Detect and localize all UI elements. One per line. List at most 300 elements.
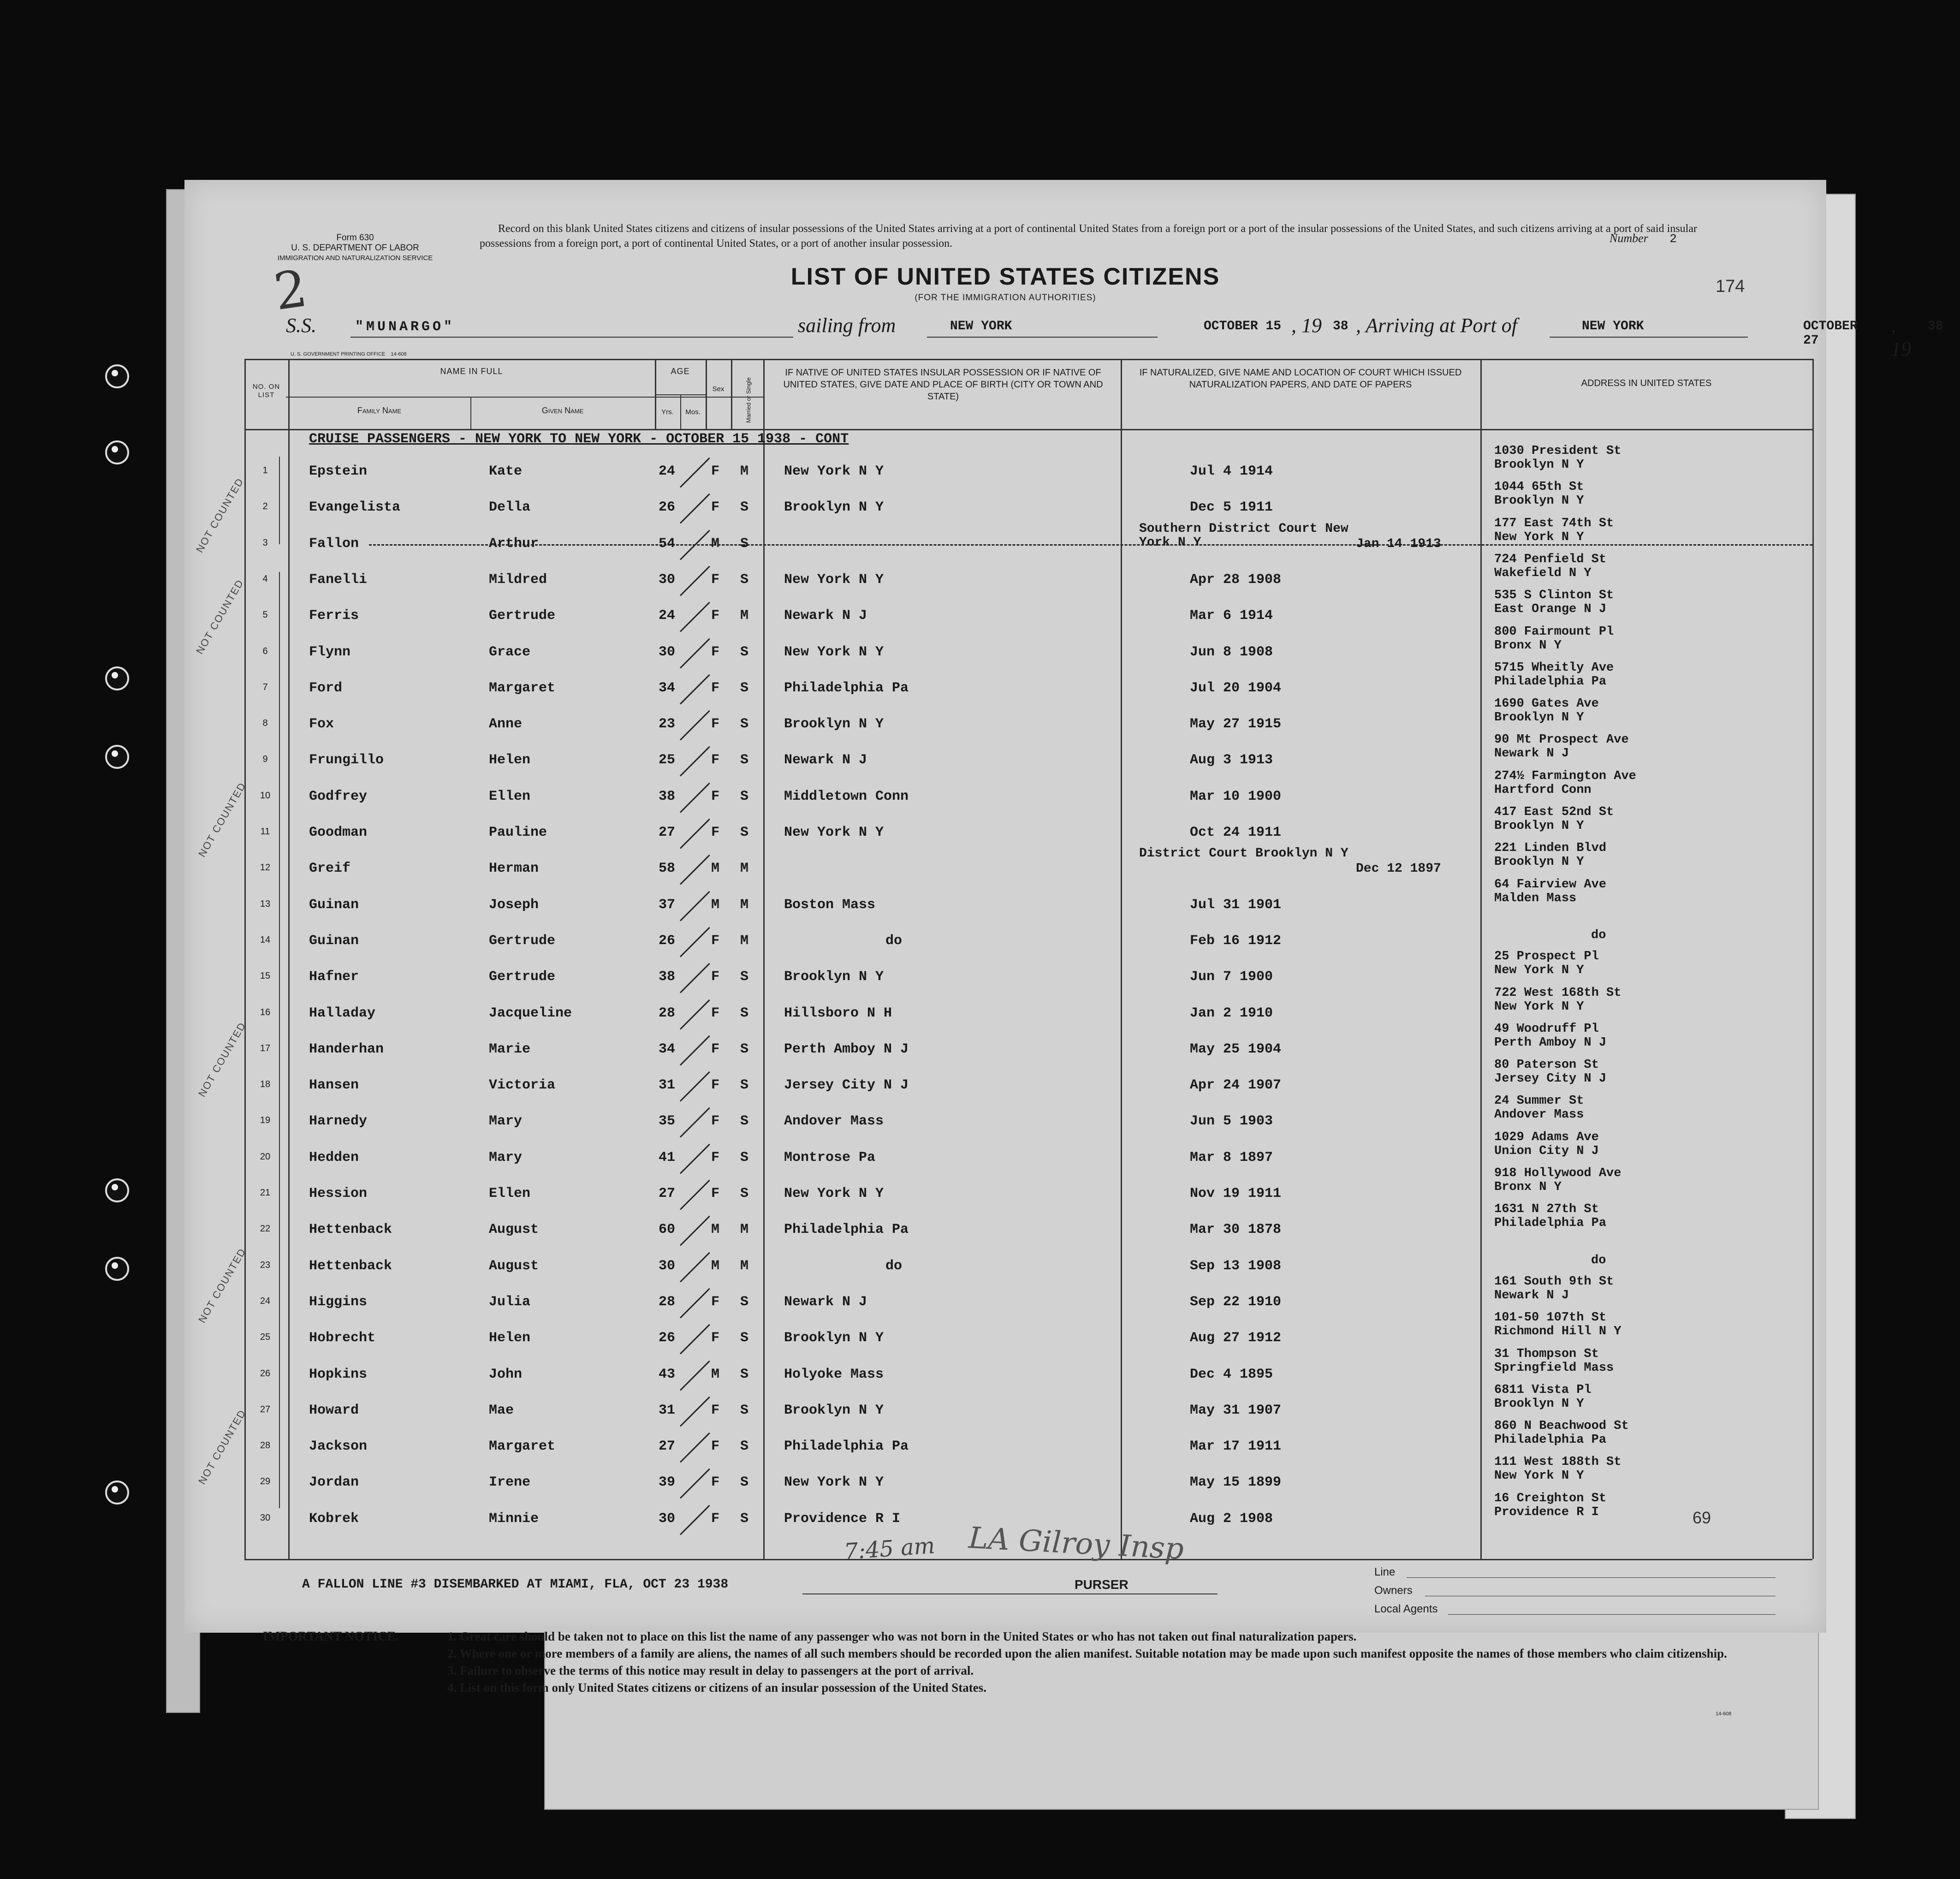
cell-family: Jackson (309, 1439, 368, 1455)
cell-no: 17 (260, 1043, 271, 1053)
cell-family: Jordan (309, 1475, 359, 1491)
cell-sex: F (711, 1475, 720, 1491)
cell-addr1: 860 N Beachwood St (1494, 1419, 1629, 1433)
arrival-date: OCTOBER 27 (1803, 319, 1858, 348)
local-agents-label: Local Agents (1374, 1603, 1438, 1615)
cell-birth-place: Brooklyn N Y (784, 716, 884, 732)
cell-family: Higgins (309, 1294, 368, 1310)
cell-addr2: New York N Y (1494, 963, 1584, 978)
cell-sex: F (711, 1005, 720, 1021)
cell-addr1: 722 West 168th St (1494, 986, 1621, 1000)
header-years: Yrs. (661, 408, 674, 416)
inspector-signature: LA Gilroy Insp (968, 1521, 1185, 1567)
cell-birth-place: Perth Amboy N J (784, 1041, 909, 1057)
cell-ms: M (740, 464, 749, 479)
cell-addr2: Providence R I (1494, 1505, 1599, 1519)
cell-ms: S (740, 1475, 749, 1491)
section-heading: CRUISE PASSENGERS - NEW YORK TO NEW YORK - OCTOBER 15 1938 - CONT (309, 431, 849, 447)
check-mark (680, 927, 710, 957)
bottom-form-code: 14-608 (1716, 1711, 1732, 1717)
cell-birth-date: Oct 24 1911 (1190, 825, 1282, 840)
cell-no: 28 (260, 1440, 271, 1451)
cell-addr2: Philadelphia Pa (1494, 1433, 1607, 1447)
check-mark (680, 458, 710, 488)
cell-family: Frungillo (309, 752, 384, 768)
cell-sex: F (711, 571, 720, 588)
arriving-label: , Arriving at Port of (1356, 314, 1517, 337)
check-mark (680, 746, 710, 777)
check-mark (680, 674, 710, 705)
header-married-single: Married or Single (745, 377, 752, 423)
cell-birth-date: Jun 5 1903 (1190, 1113, 1273, 1130)
corner-number: 174 (1716, 277, 1745, 296)
cell-ms: S (740, 752, 749, 768)
check-mark (680, 638, 710, 668)
cell-sex: F (711, 1041, 720, 1057)
sailing-from-label: sailing from (798, 314, 896, 337)
cell-given: Grace (489, 644, 531, 660)
cell-family: Ferris (309, 608, 359, 624)
cell-birth-place: Holyoke Mass (784, 1366, 884, 1382)
cell-no: 12 (260, 862, 271, 873)
cell-birth-place: Philadelphia Pa (784, 1222, 909, 1238)
cell-birth-date: Jun 8 1908 (1190, 644, 1273, 660)
cell-ms: M (740, 897, 749, 913)
cell-sex: M (711, 1366, 720, 1382)
check-mark (680, 566, 710, 596)
cell-given: Gertrude (489, 608, 556, 624)
cell-family: Godfrey (309, 788, 368, 804)
cell-age: 28 (659, 1005, 676, 1021)
check-mark (680, 891, 710, 921)
handwritten-mark: 2 (270, 258, 311, 322)
department-name: U. S. DEPARTMENT OF LABOR (291, 243, 419, 253)
cell-ms: S (740, 1366, 749, 1382)
cell-given: Jacqueline (489, 1005, 572, 1021)
disembark-note: A FALLON LINE #3 DISEMBARKED AT MIAMI, FLA, OCT 23 1938 (302, 1577, 729, 1592)
header-months: Mos. (685, 408, 701, 416)
cell-birth-date: Jul 4 1914 (1190, 464, 1273, 479)
cell-age: 27 (659, 1439, 676, 1455)
cell-addr2: Bronx N Y (1494, 638, 1562, 653)
cell-age: 38 (659, 788, 676, 804)
cell-birth-place: New York N Y (784, 571, 884, 588)
cell-age: 58 (659, 861, 676, 877)
not-counted-stamp: NOT COUNTED (194, 577, 246, 656)
cell-addr2: Brooklyn N Y (1494, 458, 1584, 472)
notice-item: 3. Failure to observe the terms of this notice may result in delay to passengers at the port of arrival. (447, 1664, 974, 1677)
table-row (184, 877, 1826, 924)
cell-family: Epstein (309, 464, 368, 479)
cell-ms: S (740, 1077, 749, 1094)
check-mark (680, 782, 710, 813)
cell-no: 29 (260, 1476, 271, 1487)
cell-birth-place: Providence R I (784, 1510, 901, 1527)
cell-ms: M (740, 861, 749, 877)
cell-birth-place: Brooklyn N Y (784, 969, 884, 985)
cell-no: 2 (262, 501, 268, 512)
cell-addr1: 80 Paterson St (1494, 1058, 1599, 1072)
cell-addr2: New York N Y (1494, 530, 1584, 544)
cell-addr2: Brooklyn N Y (1494, 494, 1584, 508)
cell-addr1: 5715 Wheitly Ave (1494, 660, 1614, 675)
cell-addr1: 1690 Gates Ave (1494, 697, 1599, 711)
cell-birth-place: Brooklyn N Y (784, 499, 884, 516)
cell-age: 60 (659, 1222, 676, 1238)
cell-sex: F (711, 933, 720, 949)
cell-sex: M (711, 535, 720, 552)
departure-year: 38 (1333, 319, 1348, 333)
cell-sex: F (711, 1330, 720, 1346)
check-mark (680, 1324, 710, 1355)
check-mark (680, 963, 710, 993)
ship-prefix: S.S. (286, 314, 316, 337)
cell-ms: S (740, 1330, 749, 1346)
cell-addr2: Philadelphia Pa (1494, 1216, 1607, 1231)
cell-addr2: Newark N J (1494, 1288, 1569, 1302)
check-mark (680, 1216, 710, 1246)
cell-ms: S (740, 499, 749, 516)
cell-age: 43 (659, 1366, 676, 1382)
check-mark (680, 602, 710, 632)
cell-birth-date: Aug 27 1912 (1190, 1330, 1282, 1346)
cell-birth-place: Middletown Conn (784, 788, 909, 804)
cell-given: Della (489, 499, 531, 516)
cell-sex: F (711, 1294, 720, 1310)
cell-age: 26 (659, 499, 676, 516)
cell-addr2: Union City N J (1494, 1144, 1599, 1158)
cell-sex: F (711, 680, 720, 696)
cell-sex: F (711, 969, 720, 985)
check-mark (680, 1180, 710, 1210)
cell-ms: S (740, 571, 749, 588)
cell-no: 7 (262, 682, 268, 692)
cell-birth-place: Brooklyn N Y (784, 1330, 884, 1346)
cell-birth-date: Dec 4 1895 (1190, 1366, 1273, 1382)
cell-addr1: 16 Creighton St (1494, 1491, 1607, 1505)
cell-addr1: 111 West 188th St (1494, 1455, 1621, 1469)
cell-age: 30 (659, 644, 676, 660)
cell-sex: F (711, 1186, 720, 1201)
cell-family: Kobrek (309, 1510, 359, 1527)
cell-ms: S (740, 644, 749, 660)
cell-given: Mildred (489, 571, 547, 588)
cell-addr2: East Orange N J (1494, 602, 1607, 617)
cell-addr1: 161 South 9th St (1494, 1274, 1614, 1289)
cell-addr2: do (1591, 928, 1606, 942)
cell-no: 18 (260, 1079, 271, 1090)
cell-addr2: Bronx N Y (1494, 1180, 1562, 1194)
cell-age: 31 (659, 1402, 676, 1418)
cell-birth-place: New York N Y (784, 644, 884, 660)
cell-family: Hobrecht (309, 1330, 376, 1346)
header-family-name: Family Name (357, 406, 402, 415)
cell-family: Flynn (309, 644, 351, 660)
cell-addr2: Perth Amboy N J (1494, 1035, 1607, 1050)
cell-birth-place: Newark N J (784, 752, 867, 768)
cell-given: Victoria (489, 1077, 556, 1094)
check-mark (680, 1035, 710, 1066)
cell-ms: S (740, 788, 749, 804)
sailing-from-port: NEW YORK (950, 319, 1012, 333)
arrival-year: 38 (1928, 319, 1943, 333)
cell-ms: M (740, 1222, 749, 1238)
cell-court-date: Jan 14 1913 (1356, 536, 1441, 551)
cell-addr2: Malden Mass (1494, 891, 1577, 905)
cell-no: 13 (260, 898, 271, 909)
header-name-in-full: NAME IN FULL (440, 367, 503, 376)
cell-birth-place: Hillsboro N H (784, 1005, 892, 1021)
cell-family: Ford (309, 680, 343, 696)
header-sex: Sex (712, 385, 725, 393)
cell-no: 16 (260, 1007, 271, 1017)
cell-no: 30 (260, 1512, 271, 1523)
cell-age: 27 (659, 1186, 676, 1201)
cell-addr1: 274½ Farmington Ave (1494, 769, 1636, 783)
cell-age: 38 (659, 969, 676, 985)
cell-birth-date: Mar 8 1897 (1190, 1149, 1273, 1165)
arrival-port: NEW YORK (1582, 319, 1644, 333)
cell-given: Anne (489, 716, 523, 732)
punch-hole (105, 1257, 129, 1281)
cell-family: Goodman (309, 825, 368, 840)
cell-given: John (489, 1366, 523, 1382)
cell-no: 9 (262, 754, 268, 765)
cell-addr1: 1044 65th St (1494, 480, 1584, 494)
strike-line (369, 544, 1812, 546)
cell-birth-place: Montrose Pa (784, 1149, 876, 1165)
cell-family: Hedden (309, 1149, 359, 1165)
cell-no: 26 (260, 1368, 271, 1379)
cell-addr1: 49 Woodruff Pl (1494, 1022, 1599, 1036)
number-label: Number (1610, 232, 1648, 245)
cell-ms: S (740, 1510, 749, 1527)
cell-given: Kate (489, 464, 523, 479)
cell-age: 26 (659, 933, 676, 949)
cell-ms: S (740, 535, 749, 552)
form-code: 14-608 (391, 351, 407, 357)
cell-ms: S (740, 680, 749, 696)
document-title: LIST OF UNITED STATES CITIZENS (790, 263, 1220, 290)
cell-birth-place: New York N Y (784, 464, 884, 479)
cell-addr1: 31 Thompson St (1494, 1347, 1599, 1361)
cell-court: Southern District Court New York N Y (1139, 521, 1348, 550)
not-counted-stamp: NOT COUNTED (196, 780, 249, 859)
cell-sex: M (711, 861, 720, 877)
cell-family: Halladay (309, 1005, 376, 1021)
header-given-name: Given Name (541, 406, 584, 415)
cell-ms: S (740, 1186, 749, 1201)
cell-court: District Court Brooklyn N Y (1139, 846, 1348, 861)
cell-addr2: Brooklyn N Y (1494, 1397, 1584, 1411)
manifest-page (184, 180, 1943, 1717)
cell-addr1: 535 S Clinton St (1494, 589, 1614, 603)
cell-addr1: 90 Mt Prospect Ave (1494, 733, 1629, 747)
cell-no: 6 (262, 646, 268, 656)
cell-birth-date: May 31 1907 (1190, 1402, 1282, 1418)
cell-no: 19 (260, 1115, 271, 1126)
cell-ms: M (740, 933, 749, 949)
cell-birth-date: Jul 20 1904 (1190, 680, 1282, 696)
cell-given: Arthur (489, 535, 539, 552)
cell-ms: S (740, 1149, 749, 1165)
cell-addr2: New York N Y (1494, 999, 1584, 1014)
cell-ms: S (740, 1113, 749, 1130)
cell-birth-date: Apr 24 1907 (1190, 1077, 1282, 1094)
cell-sex: F (711, 499, 720, 516)
cell-addr2: Wakefield N Y (1494, 566, 1592, 580)
preamble-text: Record on this blank United States citizens and citizens of insular possessions of the United States arriving at a port of continental United States from a foreign port or a port of the insular possessions of the United States, and such citizens arriving at a port of said insular possessions from a foreign port, a port of continental United States, or a port of another insular possession. (480, 223, 1697, 250)
purser-label: PURSER (1075, 1577, 1128, 1592)
form-id-block (240, 233, 470, 263)
cell-ms: S (740, 969, 749, 985)
cell-given: Helen (489, 752, 531, 768)
departure-date: OCTOBER 15 (1204, 319, 1282, 333)
cell-no: 11 (260, 827, 270, 837)
cell-given: Mae (489, 1402, 514, 1418)
cell-ms: S (740, 1041, 749, 1057)
service-name: IMMIGRATION AND NATURALIZATION SERVICE (277, 254, 433, 262)
cell-ms: S (740, 1402, 749, 1418)
cell-birth-place: do (885, 933, 903, 949)
cell-no: 8 (262, 718, 268, 729)
cell-family: Hession (309, 1186, 368, 1201)
cell-sex: F (711, 825, 720, 840)
cell-family: Hafner (309, 969, 359, 985)
check-mark (680, 1143, 710, 1174)
cell-age: 34 (659, 680, 676, 696)
cell-given: Ellen (489, 788, 531, 804)
cell-no: 20 (260, 1151, 271, 1162)
cell-sex: F (711, 1113, 720, 1130)
check-mark (680, 1071, 710, 1102)
cell-no: 24 (260, 1296, 271, 1306)
notice-heading: IMPORTANT NOTICE. (263, 1629, 399, 1644)
cell-age: 28 (659, 1294, 676, 1310)
cell-sex: F (711, 1510, 720, 1527)
check-mark (680, 1433, 710, 1463)
cell-given: August (489, 1222, 539, 1238)
cell-age: 24 (659, 608, 676, 624)
cell-age: 35 (659, 1113, 676, 1130)
cell-addr2: Brooklyn N Y (1494, 819, 1584, 833)
cell-addr2: New York N Y (1494, 1469, 1584, 1483)
cell-addr2: Jersey City N J (1494, 1072, 1607, 1086)
cell-addr2: Brooklyn N Y (1494, 711, 1584, 725)
cell-ms: S (740, 1005, 749, 1021)
check-mark (680, 999, 710, 1029)
header-naturalized: IF NATURALIZED, GIVE NAME AND LOCATION OF COURT WHICH ISSUED NATURALIZATION PAPERS, AND DATE OF PAPERS (1139, 368, 1462, 390)
cell-birth-date: Mar 30 1878 (1190, 1222, 1282, 1238)
cell-no: 5 (262, 610, 268, 620)
cell-addr1: 724 Penfield St (1494, 552, 1607, 566)
cell-addr2: Andover Mass (1494, 1108, 1584, 1122)
cell-addr1: 24 Summer St (1494, 1094, 1584, 1108)
cell-ms: S (740, 716, 749, 732)
cell-family: Handerhan (309, 1041, 384, 1057)
cell-family: Hopkins (309, 1366, 368, 1382)
cell-birth-date: Aug 2 1908 (1190, 1510, 1273, 1527)
cell-birth-place: New York N Y (784, 1475, 884, 1491)
cell-birth-date: May 15 1899 (1190, 1475, 1282, 1491)
cell-given: Pauline (489, 825, 547, 840)
cell-ms: S (740, 825, 749, 840)
cell-age: 30 (659, 1258, 676, 1274)
cell-given: Gertrude (489, 933, 556, 949)
cell-no: 4 (262, 573, 268, 584)
cell-given: Mary (489, 1149, 523, 1165)
cell-sex: M (711, 1222, 720, 1238)
cell-birth-place: Philadelphia Pa (784, 1439, 909, 1455)
cell-no: 23 (260, 1260, 271, 1270)
cell-sex: F (711, 1077, 720, 1094)
cell-birth-date: Jun 7 1900 (1190, 969, 1273, 985)
cell-birth-date: Nov 19 1911 (1190, 1186, 1282, 1201)
cell-addr1: 1030 President St (1494, 444, 1621, 458)
arrival-year-prefix: , 19 (1891, 314, 1911, 360)
check-mark (680, 1469, 710, 1499)
cell-sex: M (711, 897, 720, 913)
check-mark (680, 1397, 710, 1427)
header-age: AGE (671, 367, 690, 376)
cell-sex: F (711, 716, 720, 732)
cell-birth-place: Jersey City N J (784, 1077, 909, 1094)
cell-age: 30 (659, 571, 676, 588)
cell-birth-place: New York N Y (784, 1186, 884, 1201)
cell-age: 25 (659, 752, 676, 768)
cell-birth-place: Boston Mass (784, 897, 876, 913)
cell-given: Margaret (489, 680, 556, 696)
check-mark (680, 819, 710, 849)
table-row (184, 1202, 1826, 1249)
not-counted-stamp: NOT COUNTED (194, 476, 246, 555)
cell-family: Howard (309, 1402, 359, 1418)
cell-birth-date: Dec 5 1911 (1190, 499, 1273, 516)
cell-given: Minnie (489, 1510, 539, 1527)
cell-no: 1 (262, 465, 268, 476)
cell-no: 15 (260, 971, 271, 981)
cell-age: 26 (659, 1330, 676, 1346)
cell-ms: S (740, 1294, 749, 1310)
not-counted-stamp: NOT COUNTED (196, 1246, 249, 1325)
cell-addr2: do (1591, 1253, 1606, 1267)
cell-birth-date: Sep 22 1910 (1190, 1294, 1282, 1310)
cell-addr1: 221 Linden Blvd (1494, 841, 1607, 856)
cell-sex: M (711, 1258, 720, 1274)
header-birthplace: IF NATIVE OF UNITED STATES INSULAR POSSESSION OR IF NATIVE OF UNITED STATES, GIVE DATE AND PLACE OF BIRTH (CITY OR TOWN AND STATE) (783, 368, 1103, 402)
cell-addr1: 918 Hollywood Ave (1494, 1166, 1621, 1180)
cell-given: Gertrude (489, 969, 556, 985)
cell-family: Fanelli (309, 571, 368, 588)
cell-family: Fox (309, 716, 334, 732)
cell-birth-place: Brooklyn N Y (784, 1402, 884, 1418)
cell-age: 37 (659, 897, 676, 913)
not-counted-stamp: NOT COUNTED (196, 1407, 249, 1487)
cell-age: 24 (659, 464, 676, 479)
cell-family: Guinan (309, 933, 359, 949)
cell-addr1: 6811 Vista Pl (1494, 1383, 1592, 1397)
line-label: Line (1374, 1566, 1396, 1578)
cell-family: Greif (309, 861, 351, 877)
cell-no: 3 (262, 537, 268, 548)
cell-given: Margaret (489, 1439, 556, 1455)
cell-birth-date: Mar 6 1914 (1190, 608, 1273, 624)
cell-birth-date: Sep 13 1908 (1190, 1258, 1282, 1274)
cell-birth-place: New York N Y (784, 825, 884, 840)
cell-no: 27 (260, 1404, 271, 1415)
cell-no: 21 (260, 1188, 271, 1198)
cell-birth-place: do (885, 1258, 903, 1274)
